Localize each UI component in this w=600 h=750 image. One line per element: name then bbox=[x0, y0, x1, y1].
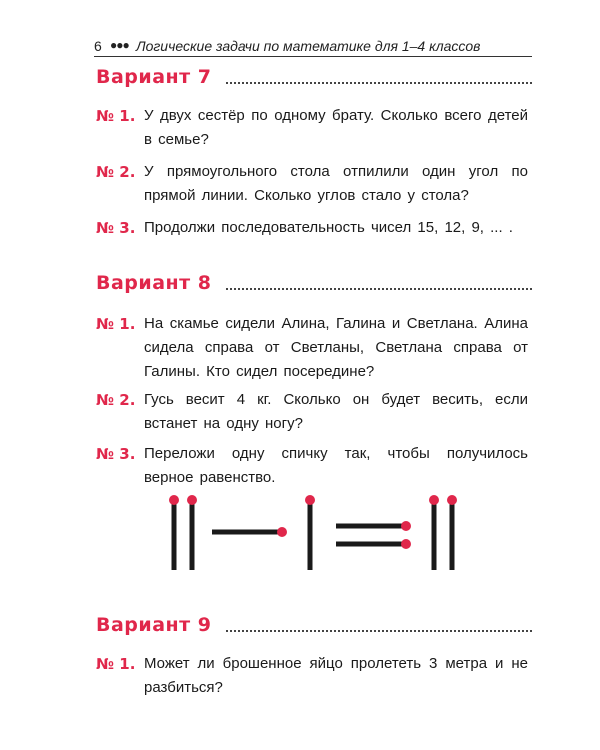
page-header bbox=[94, 36, 530, 56]
page-header-title: Логические задачи по математике для 1–4 классов bbox=[136, 38, 481, 54]
page-number: 6 bbox=[94, 38, 102, 54]
task-number: № 3. bbox=[96, 445, 136, 463]
dotted-leader bbox=[226, 288, 532, 290]
task-number: № 3. bbox=[96, 219, 136, 237]
task-text: У двух сестёр по одному брату. Сколько всего детей в семье? bbox=[144, 107, 528, 148]
match-vertical bbox=[305, 495, 315, 570]
match-horizontal bbox=[336, 539, 411, 549]
task-text: Гусь весит 4 кг. Сколько он будет весить, если встанет на одну ногу? bbox=[144, 391, 528, 432]
ornament-dots-icon: ●●● bbox=[110, 38, 129, 52]
task-text: У прямоугольного стола отпилили один угол по прямой линии. Сколько углов стало у стола? bbox=[144, 163, 528, 204]
task-number: № 1. bbox=[96, 655, 136, 673]
match-vertical bbox=[429, 495, 439, 570]
match-vertical bbox=[447, 495, 457, 570]
match-horizontal bbox=[336, 521, 411, 531]
task-text: Переложи одну спичку так, чтобы получилось верное равенство. bbox=[144, 445, 528, 486]
task-number: № 2. bbox=[96, 391, 136, 409]
task-number: № 1. bbox=[96, 315, 136, 333]
dotted-leader bbox=[226, 630, 532, 632]
variant-8-heading bbox=[96, 272, 532, 298]
task-number: № 2. bbox=[96, 163, 136, 181]
match-horizontal bbox=[212, 527, 287, 537]
matchstick-equation bbox=[150, 490, 490, 580]
dotted-leader bbox=[226, 82, 532, 84]
task-text: На скамье сидели Алина, Галина и Светлана. Алина сидела справа от Светланы, Светлана справа от Галины. Кто сидел посередине? bbox=[144, 315, 528, 380]
header-rule bbox=[94, 56, 532, 57]
variant-9-heading bbox=[96, 614, 532, 640]
match-vertical bbox=[187, 495, 197, 570]
match-vertical bbox=[169, 495, 179, 570]
variant-title: Вариант 9 bbox=[96, 614, 212, 636]
variant-title: Вариант 8 bbox=[96, 272, 212, 294]
task-number: № 1. bbox=[96, 107, 136, 125]
variant-7-heading bbox=[96, 66, 532, 92]
task-text: Продолжи последовательность чисел 15, 12, 9, ... . bbox=[144, 219, 513, 236]
matchstick-illustration bbox=[150, 490, 490, 580]
task-text: Может ли брошенное яйцо пролететь 3 метра и не разбиться? bbox=[144, 655, 528, 696]
variant-title: Вариант 7 bbox=[96, 66, 212, 88]
